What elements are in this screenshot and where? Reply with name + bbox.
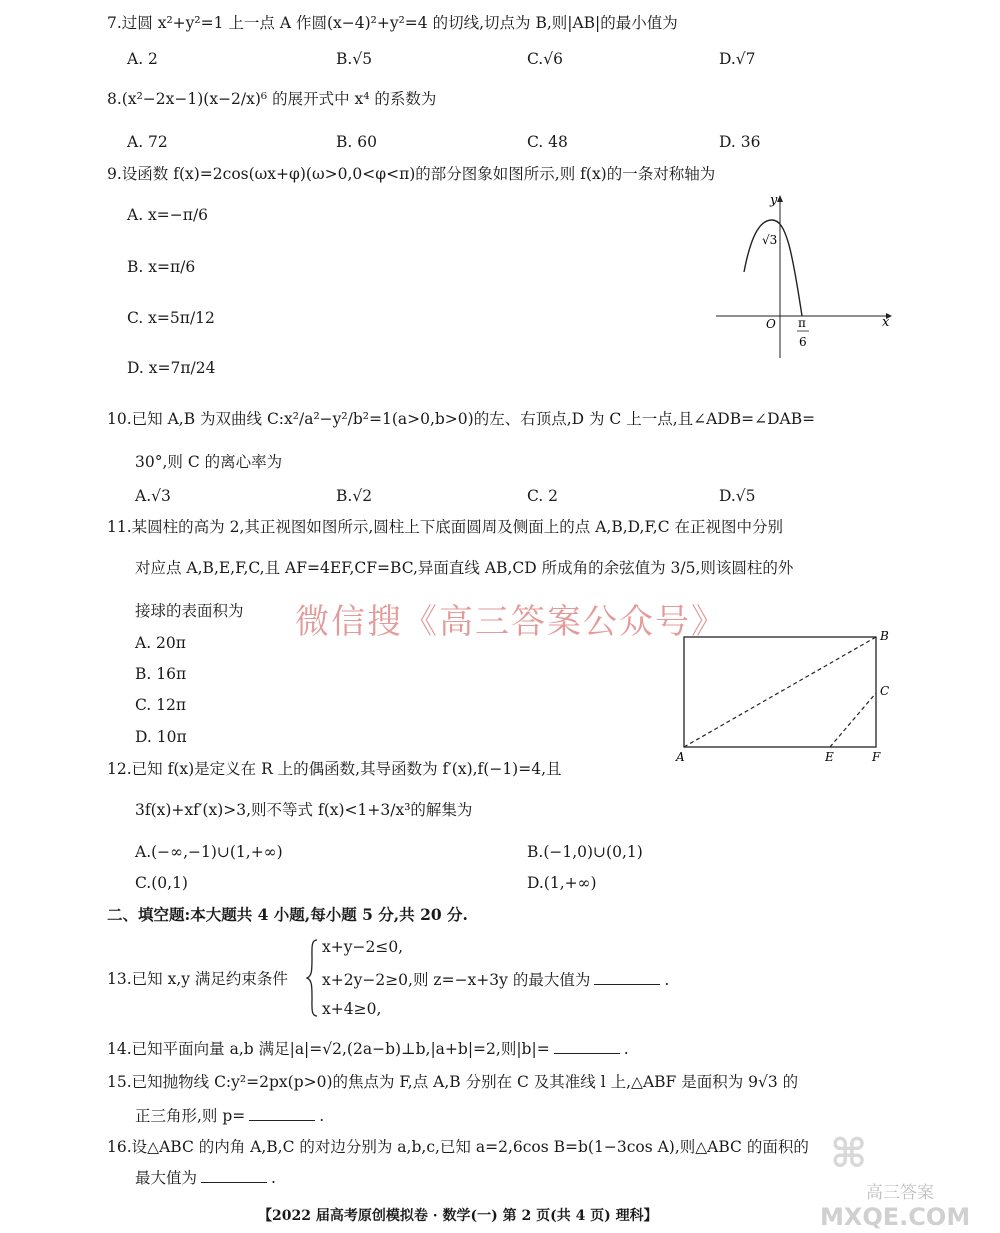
q13-constraint-2-line (322, 968, 669, 991)
q8-option-d: D. 36 (719, 133, 761, 151)
point-e-label: E (825, 750, 834, 764)
y-axis-label: y (770, 193, 778, 208)
q10-option-c: C. 2 (527, 487, 559, 505)
q16-text: 最大值为 (135, 1169, 198, 1187)
q16-line1: 16.设△ABC 的内角 A,B,C 的对边分别为 a,b,c,已知 a=2,6cos B=b(1−3cos A),则△ABC 的面积的 (107, 1138, 809, 1156)
q9-option-d: D. x=7π/24 (127, 359, 216, 377)
q16-line2 (135, 1166, 276, 1189)
q11-line1: 11.某圆柱的高为 2,其正视图如图所示,圆柱上下底面圆周及侧面上的点 A,B,D,F,C 在正视图中分别 (107, 518, 784, 536)
q11-option-a: A. 20π (135, 634, 186, 652)
q14-end: . (623, 1040, 629, 1058)
q9-option-c: C. x=5π/12 (127, 309, 215, 327)
q9-cosine-graph (710, 190, 895, 360)
q11-line3: 接球的表面积为 (135, 602, 244, 620)
q12-option-b: B.(−1,0)∪(0,1) (527, 843, 643, 861)
x-axis-label: x (882, 315, 890, 330)
q12-option-d: D.(1,+∞) (527, 874, 597, 892)
segment-ab (684, 637, 876, 747)
corner-logo-text: 高三答案 (866, 1183, 934, 1203)
q7-stem: 7.过圆 x²+y²=1 上一点 A 作圆(x−4)²+y²=4 的切线,切点为 B,则|AB|的最小值为 (107, 14, 678, 32)
q8-option-c: C. 48 (527, 133, 568, 151)
q10-line2: 30°,则 C 的离心率为 (135, 453, 283, 471)
q14-text: 14.已知平面向量 a,b 满足|a|=√2,(2a−b)⊥b,|a+b|=2,则|b|= (107, 1040, 550, 1058)
q7-option-c: C.√6 (527, 50, 563, 68)
q16-end: . (271, 1169, 276, 1187)
q10-option-a: A.√3 (135, 487, 171, 505)
q13-constraint-3: x+4≥0, (322, 1000, 382, 1018)
six-label: 6 (799, 335, 807, 349)
q9-stem: 9.设函数 f(x)=2cos(ωx+φ)(ω>0,0<φ<π)的部分图象如图所示,则 f(x)的一条对称轴为 (107, 165, 716, 183)
front-view-rectangle (684, 637, 876, 747)
q15-line2 (135, 1104, 324, 1127)
q12-option-c: C.(0,1) (135, 874, 188, 892)
pi-label: π (798, 316, 806, 330)
q9-option-a: A. x=−π/6 (127, 206, 209, 224)
point-b-label: B (880, 629, 889, 643)
q10-line1: 10.已知 A,B 为双曲线 C:x²/a²−y²/b²=1(a>0,b>0)的左、右顶点,D 为 C 上一点,且∠ADB=∠DAB= (107, 410, 816, 428)
q12-line2: 3f(x)+xf′(x)>3,则不等式 f(x)<1+3/x³的解集为 (135, 801, 473, 819)
section-2-heading: 二、填空题:本大题共 4 小题,每小题 5 分,共 20 分. (107, 905, 468, 924)
q7-option-b: B.√5 (336, 50, 373, 68)
q13-prefix: 13.已知 x,y 满足约束条件 (107, 970, 288, 988)
q13-constraint-2: x+2y−2≥0, (322, 971, 413, 989)
point-f-label: F (872, 750, 881, 764)
q15-answer-blank[interactable] (249, 1104, 315, 1121)
q11-option-c: C. 12π (135, 696, 187, 714)
constraint-brace (306, 938, 320, 1018)
y-axis-arrow (777, 195, 783, 202)
origin-label: O (766, 317, 776, 331)
q8-stem: 8.(x²−2x−1)(x−2/x)⁶ 的展开式中 x⁴ 的系数为 (107, 90, 437, 108)
q11-line2: 对应点 A,B,E,F,C,且 AF=4EF,CF=BC,异面直线 AB,CD 所成角的余弦值为 3/5,则该圆柱的外 (135, 559, 794, 577)
q10-option-d: D.√5 (719, 487, 756, 505)
q16-answer-blank[interactable] (201, 1166, 267, 1183)
q8-option-b: B. 60 (336, 133, 377, 151)
q13-objective: 则 z=−x+3y 的最大值为 (412, 971, 591, 989)
q13-end: . (664, 971, 670, 989)
q15-line1: 15.已知抛物线 C:y²=2px(p>0)的焦点为 F,点 A,B 分别在 C 及其准线 l 上,△ABF 是面积为 9√3 的 (107, 1073, 799, 1091)
q11-option-d: D. 10π (135, 728, 187, 746)
q11-option-b: B. 16π (135, 665, 187, 683)
q12-option-a: A.(−∞,−1)∪(1,+∞) (135, 843, 283, 861)
page-footer: 【2022 届高考原创模拟卷 · 数学(一) 第 2 页(共 4 页) 理科】 (258, 1208, 658, 1224)
q10-option-b: B.√2 (336, 487, 373, 505)
corner-logo-mark: ⌘ (830, 1130, 868, 1177)
q9-option-b: B. x=π/6 (127, 258, 196, 276)
q11-front-view-figure (670, 625, 895, 770)
point-a-label: A (676, 750, 685, 764)
q14-answer-blank[interactable] (554, 1037, 620, 1054)
q15-text: 正三角形,则 p= (135, 1107, 246, 1125)
q15-end: . (319, 1107, 325, 1125)
corner-site-text: MXQE.COM (820, 1203, 971, 1231)
segment-ec (830, 693, 876, 747)
q7-option-a: A. 2 (127, 50, 158, 68)
point-c-label: C (880, 684, 890, 698)
q7-option-d: D.√7 (719, 50, 756, 68)
q12-line1: 12.已知 f(x)是定义在 R 上的偶函数,其导函数为 f′(x),f(−1)=4,且 (107, 760, 562, 778)
q8-option-a: A. 72 (127, 133, 168, 151)
q14-line (107, 1037, 629, 1060)
watermark: 微信搜《高三答案公众号》 (295, 602, 727, 642)
q13-constraint-1: x+y−2≤0, (322, 938, 404, 956)
sqrt3-label: √3 (762, 233, 778, 247)
q13-answer-blank[interactable] (594, 968, 660, 985)
